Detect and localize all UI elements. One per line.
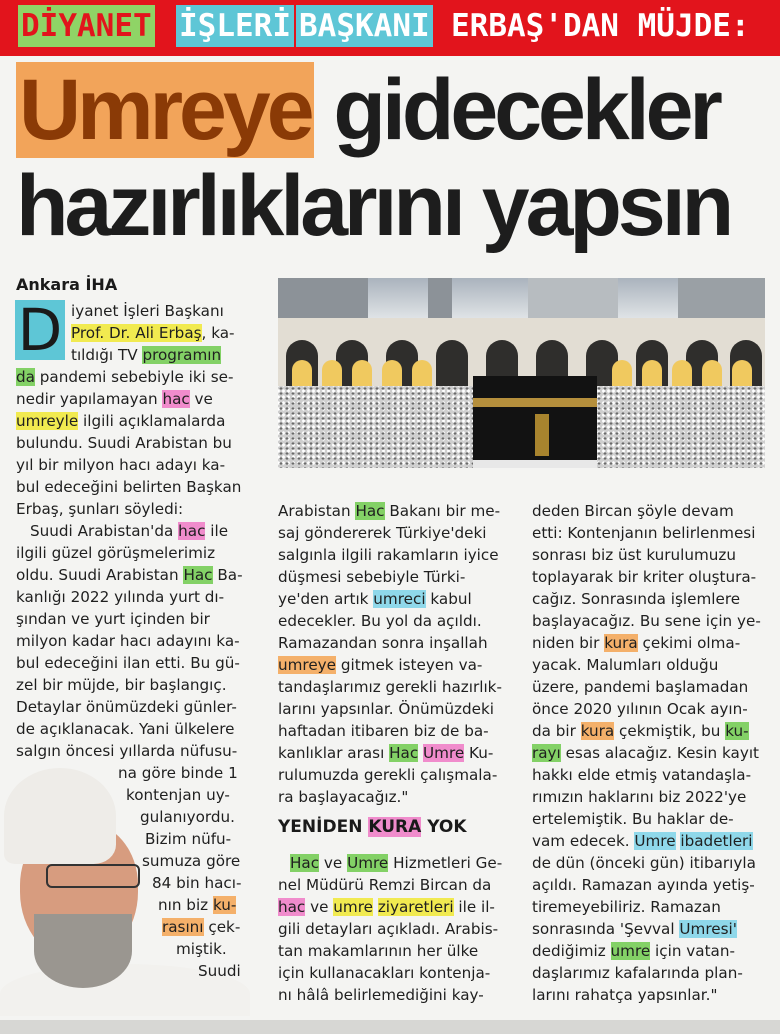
text-line: başlayacağız. Bu sene için ye-	[532, 612, 761, 630]
text-line	[278, 588, 472, 610]
text-line	[532, 632, 740, 654]
highlight: ziyaretleri	[377, 898, 454, 916]
text-span: kanlıklar arası	[278, 744, 390, 762]
text-span: Suudi Arabistan'da	[30, 522, 179, 540]
highlight: Hac	[389, 744, 419, 762]
text-line	[158, 894, 236, 916]
photo-lit-arch	[352, 360, 372, 386]
text-line: bulundu. Suudi Arabistan bu	[16, 434, 232, 452]
photo-lit-arch	[732, 360, 752, 386]
text-line	[16, 366, 233, 388]
byline: Ankara İHA	[16, 275, 118, 294]
photo-lit-arch	[702, 360, 722, 386]
text-line: larını yapsınlar. Önümüzdeki	[278, 700, 494, 718]
text-line: kontenjan uy-	[126, 786, 230, 804]
text-line: larını rahatça yapsınlar."	[532, 986, 718, 1004]
text-span: niden bir	[532, 634, 605, 652]
headline-highlight-umreye: Umreye	[16, 62, 314, 158]
text-line: hakkı elde etmiş vatandaşla-	[532, 766, 752, 784]
photo-tower	[428, 278, 452, 318]
text-line	[532, 940, 735, 962]
highlight: programın	[142, 346, 222, 364]
text-span: Hizmetleri Ge-	[388, 854, 503, 872]
text-line	[71, 344, 221, 366]
text-line: nı hâlâ belirlemediğini kay-	[278, 986, 484, 1004]
text-line: üzere, pandemi başlamadan	[532, 678, 749, 696]
text-span: tıldığı TV	[71, 346, 143, 364]
photo-lit-arch	[672, 360, 692, 386]
text-line: ilgili güzel görüşmelerimiz	[16, 544, 216, 562]
kaaba-door	[535, 414, 549, 456]
text-line: gulanıyordu.	[140, 808, 235, 826]
text-line: şından ve yurt içinden bir	[16, 610, 210, 628]
text-span: ilgili açıklamalarda	[78, 412, 226, 430]
text-line: açıldı. Ramazan ayında yetiş-	[532, 876, 755, 894]
highlight: Umresi'	[679, 920, 737, 938]
text-line: haftadan itibaren biz de ba-	[278, 722, 489, 740]
highlight: Umre	[423, 744, 465, 762]
highlight: ku-	[725, 722, 749, 740]
text-span: ve	[189, 390, 213, 408]
text-line: bul edeceğini belirten Başkan	[16, 478, 242, 496]
text-line: sumuza göre	[142, 852, 241, 870]
highlight: ibadetleri	[680, 832, 753, 850]
text-span: esas alacağız. Kesin kayıt	[560, 744, 760, 762]
text-line: salgınla ilgili rakamların iyice	[278, 546, 499, 564]
text-line: gili detayları açıkladı. Arabis-	[278, 920, 499, 938]
text-span: gitmek isteyen va-	[336, 656, 483, 674]
headline-gidecekler: gidecekler	[313, 62, 719, 158]
highlight: kura	[580, 722, 615, 740]
text-span: dediğimiz	[532, 942, 611, 960]
text-line: edecekler. Bu yol da açıldı.	[278, 612, 482, 630]
text-span: çekimi olma-	[637, 634, 741, 652]
photo-kaaba	[473, 376, 597, 468]
text-span: YOK	[421, 817, 467, 837]
photo-lit-arch	[322, 360, 342, 386]
highlight: kura	[604, 634, 638, 652]
highlight: Hac	[183, 566, 213, 584]
text-line: tiremeyebiliriz. Ramazan	[532, 898, 721, 916]
text-span: kabul	[425, 590, 472, 608]
text-line	[278, 500, 500, 522]
text-line: de açıklanacak. Yani ülkelere	[16, 720, 235, 738]
text-line	[278, 896, 495, 918]
text-line: zel bir müjde, bir başlangıç.	[16, 676, 227, 694]
text-line: Bizim nüfu-	[145, 830, 232, 848]
text-line: için kullanacakları kontenja-	[278, 964, 491, 982]
text-span: Bakanı bir me-	[384, 502, 501, 520]
highlight: ku-	[212, 896, 237, 914]
text-line: salgın öncesi yıllarda nüfusu-	[16, 742, 238, 760]
photo-lit-arch	[412, 360, 432, 386]
text-line: iyanet İşleri Başkanı	[71, 302, 224, 320]
photo-tower	[678, 278, 765, 318]
highlight: Hac	[290, 854, 320, 872]
text-line	[16, 388, 213, 410]
headline-line-2: hazırlıklarını yapsın	[16, 158, 731, 254]
text-span: nedir yapılamayan	[16, 390, 163, 408]
kicker-word-diyanet: DİYANET	[18, 5, 155, 47]
portrait-glasses	[46, 864, 140, 888]
text-line: yacak. Malumları olduğu	[532, 656, 719, 674]
highlight: KURA	[368, 817, 422, 837]
text-line	[16, 410, 225, 432]
text-span: pandemi sebebiyle iki se-	[34, 368, 234, 386]
highlight: umreci	[373, 590, 426, 608]
text-line	[16, 564, 243, 586]
text-line: sonrası biz üst kurulumuzu	[532, 546, 737, 564]
text-span: için vatan-	[650, 942, 735, 960]
text-span: Ba-	[212, 566, 243, 584]
text-line: tandaşlarımız gerekli hazırlık-	[278, 678, 502, 696]
text-line: rımızın haklarını biz 2022'ye	[532, 788, 747, 806]
text-span: Ku-	[464, 744, 494, 762]
kicker-word-erbas: ERBAŞ'DAN MÜJDE:	[451, 8, 750, 44]
text-span: ve	[305, 898, 334, 916]
highlight: Umre	[634, 832, 676, 850]
text-span: vam edecek.	[532, 832, 635, 850]
highlight: umreye	[278, 656, 337, 674]
kicker-word-baskani: BAŞKANI	[296, 5, 433, 47]
text-line	[532, 720, 749, 742]
text-line: yıl bir milyon hacı adayı ka-	[16, 456, 226, 474]
text-span: çekmiştik, bu	[614, 722, 726, 740]
text-line: toplayarak bir kriter oluştura-	[532, 568, 757, 586]
photo-tower	[278, 278, 368, 318]
text-line: Ramazandan sonra inşallah	[278, 634, 488, 652]
kaaba-photo	[278, 278, 765, 468]
kicker-bar	[0, 0, 780, 56]
text-span: nın biz	[158, 896, 213, 914]
text-line: tan makamlarının her ülke	[278, 942, 479, 960]
text-span: ve	[319, 854, 348, 872]
text-line: cağız. Sonrasında işlemlere	[532, 590, 741, 608]
text-line: Detaylar önümüzdeki günler-	[16, 698, 237, 716]
text-line: 84 bin hacı-	[152, 874, 242, 892]
text-line	[532, 918, 737, 940]
highlight: hac	[278, 898, 306, 916]
highlight: Prof. Dr. Ali Erbaş	[71, 324, 202, 342]
highlight: rayı	[532, 744, 561, 762]
text-line: daşlarımız kafalarında plan-	[532, 964, 743, 982]
text-line	[532, 830, 753, 852]
text-line: Erbaş, şunları söyledi:	[16, 500, 184, 518]
text-line: nel Müdürü Remzi Bircan da	[278, 876, 492, 894]
text-line: Suudi	[198, 962, 241, 980]
text-line: de dün (önceki gün) itibarıyla	[532, 854, 756, 872]
text-line	[278, 742, 493, 764]
text-line: miştik.	[176, 940, 227, 958]
text-line	[71, 322, 235, 344]
highlight: umre	[333, 898, 373, 916]
highlight: umreyle	[16, 412, 79, 430]
photo-tower	[528, 278, 618, 318]
text-span: da bir	[532, 722, 581, 740]
highlight: umre	[610, 942, 651, 960]
text-span: , ka-	[201, 324, 235, 342]
text-span: ye'den artık	[278, 590, 374, 608]
section-subhead	[278, 816, 467, 838]
highlight: Hac	[355, 502, 385, 520]
text-span: sonrasında 'Şevval	[532, 920, 680, 938]
bottom-border	[0, 1020, 780, 1034]
text-line: deden Bircan şöyle devam	[532, 502, 734, 520]
highlight: hac	[178, 522, 206, 540]
highlight: hac	[162, 390, 190, 408]
portrait-beard	[34, 914, 132, 988]
text-line: önce 2020 yılının Ocak ayın-	[532, 700, 748, 718]
text-line: milyon kadar hacı adayını ka-	[16, 632, 240, 650]
text-line	[290, 852, 502, 874]
photo-lit-arch	[382, 360, 402, 386]
text-line: bul edeceğini ilan etti. Bu gü-	[16, 654, 240, 672]
dropcap: D	[15, 300, 65, 360]
text-line	[30, 520, 228, 542]
text-line: na göre binde 1	[118, 764, 238, 782]
kaaba-base	[473, 460, 597, 468]
highlight: rasını	[162, 918, 204, 936]
photo-arch	[436, 340, 468, 386]
text-span: oldu. Suudi Arabistan	[16, 566, 184, 584]
text-line: kanlığı 2022 yılında yurt dı-	[16, 588, 225, 606]
text-line	[162, 916, 240, 938]
text-line: etti: Kontenjanın belirlenmesi	[532, 524, 756, 542]
highlight: da	[16, 368, 35, 386]
kicker-word-isleri: İŞLERİ	[176, 5, 294, 47]
text-line: düşmesi sebebiyle Türki-	[278, 568, 466, 586]
text-line: saj göndererek Türkiye'deki	[278, 524, 487, 542]
text-span: ile il-	[453, 898, 495, 916]
text-line: ra başlayacağız."	[278, 788, 409, 806]
text-span: Arabistan	[278, 502, 356, 520]
text-line: ertelemiştik. Bu haklar de-	[532, 810, 734, 828]
photo-lit-arch	[292, 360, 312, 386]
text-line	[278, 654, 482, 676]
portrait-cap	[4, 768, 116, 864]
text-span: YENİDEN	[278, 817, 369, 837]
text-line	[532, 742, 759, 764]
headline-line-1	[16, 64, 776, 156]
highlight: Umre	[347, 854, 389, 872]
text-span: çek-	[203, 918, 241, 936]
kaaba-gold-band	[473, 398, 597, 407]
photo-lit-arch	[612, 360, 632, 386]
photo-lit-arch	[642, 360, 662, 386]
text-span: ile	[205, 522, 229, 540]
text-line: rulumuzda gerekli çalışmala-	[278, 766, 498, 784]
